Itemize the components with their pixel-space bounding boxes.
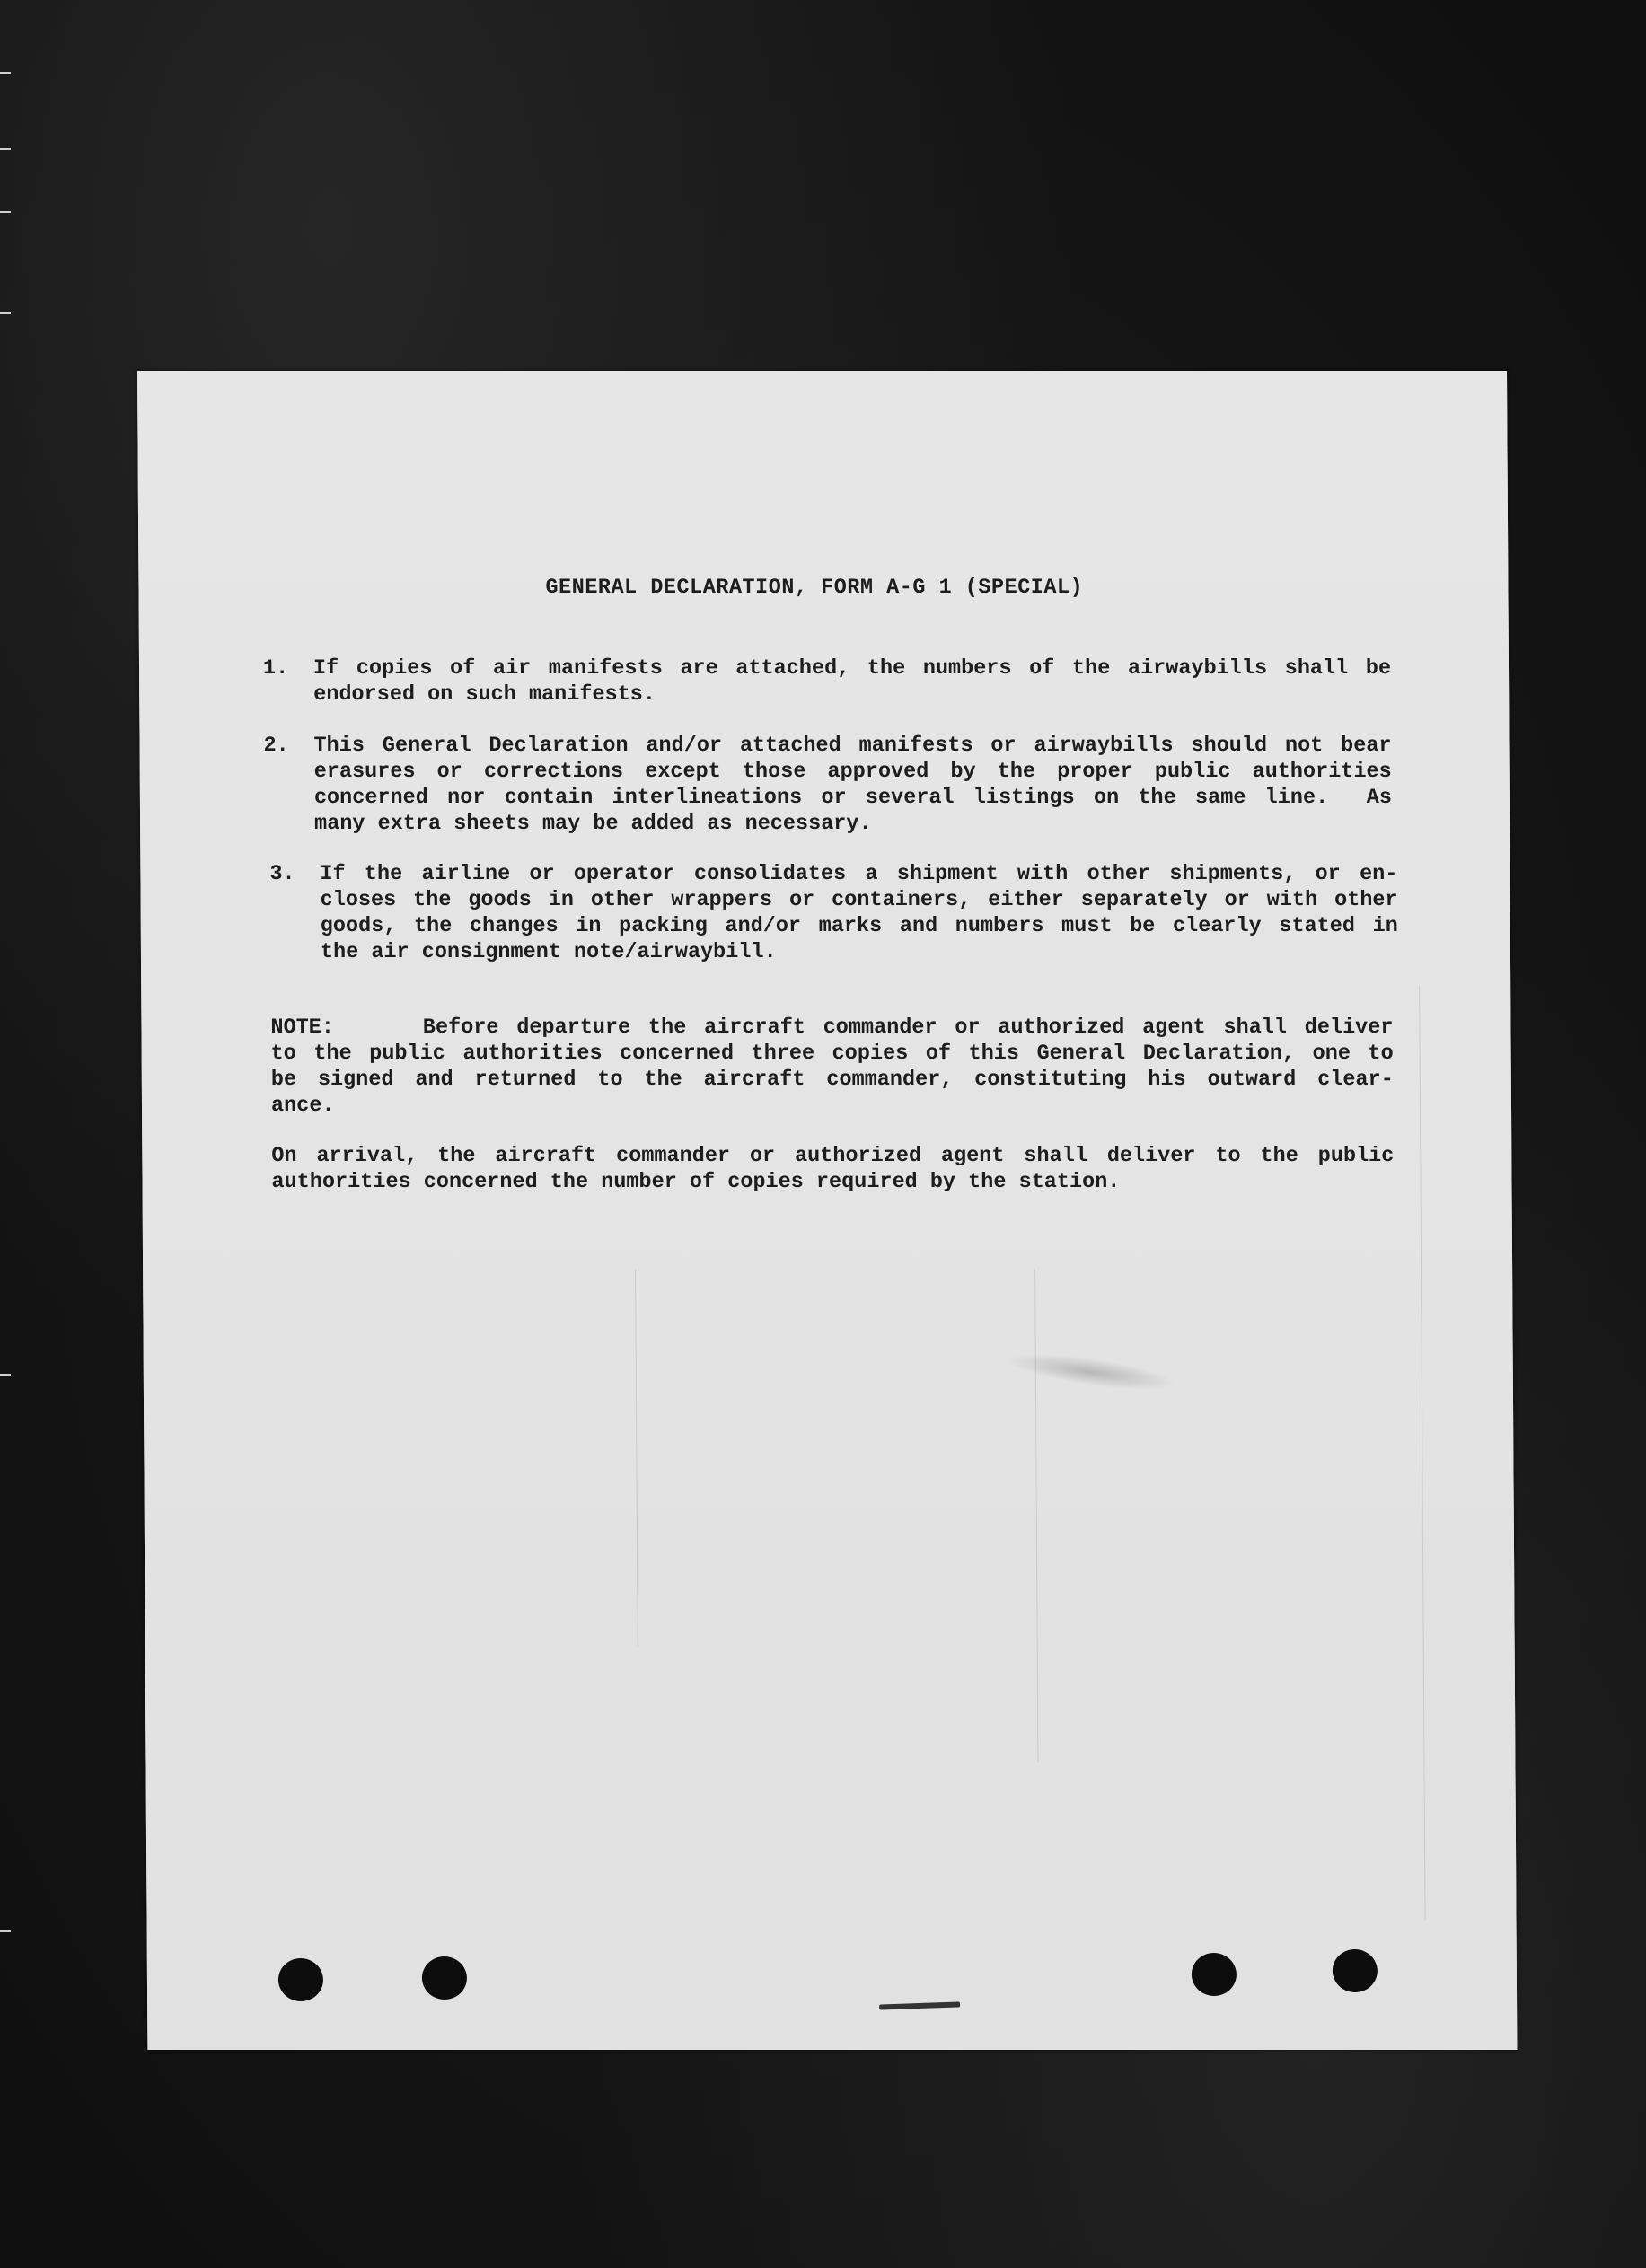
paper-crease <box>635 1269 638 1646</box>
item-text <box>313 655 1391 708</box>
film-edge-mark <box>0 1930 11 1932</box>
text-line: NOTE: Before departure the aircraft commander or authorized agent shall deliver <box>270 1015 1394 1040</box>
item-number: 3. <box>269 862 295 886</box>
text-line: to the public authorities concerned three copies of this General Declaration, one to <box>270 1042 1394 1066</box>
punch-hole <box>422 1956 467 2000</box>
punch-hole <box>1192 1953 1237 1996</box>
paper-crease <box>1419 986 1425 1920</box>
note-paragraph <box>270 1015 1394 1119</box>
paper-clip-mark <box>879 2001 960 2009</box>
punch-hole <box>1333 1949 1378 1992</box>
text-line: many extra sheets may be added as necessary. <box>313 812 872 836</box>
text-line: endorsed on such manifests. <box>313 682 656 707</box>
text-line: If the airline or operator consolidates a shipment with other shipments, or en- <box>320 862 1398 886</box>
text-line: the air consignment note/airwaybill. <box>320 940 777 964</box>
item-number: 1. <box>262 656 289 681</box>
film-edge-mark <box>0 312 11 314</box>
text-line: If copies of air manifests are attached, the numbers of the airwaybills shall be <box>312 656 1392 681</box>
page-title: GENERAL DECLARATION, FORM A-G 1 (SPECIAL) <box>545 576 1084 600</box>
text-line: goods, the changes in packing and/or marks and numbers must be clearly stated in <box>320 914 1398 938</box>
item-text <box>313 733 1392 837</box>
text-line: erasures or corrections except those approved by the proper public authorities <box>313 760 1392 784</box>
film-edge-mark <box>0 1374 11 1376</box>
film-edge-mark <box>0 72 11 74</box>
item-number: 2. <box>263 734 289 758</box>
punch-hole <box>278 1958 323 2001</box>
text-line: authorities concerned the number of copies required by the station. <box>271 1170 1121 1194</box>
text-line: ance. <box>270 1094 335 1118</box>
film-edge-mark <box>0 211 11 213</box>
text-line: concerned nor contain interlineations or several listings on the same line. As <box>313 786 1392 810</box>
text-line: be signed and returned to the aircraft commander, constituting his outward clear- <box>270 1068 1394 1092</box>
text-line: On arrival, the aircraft commander or authorized agent shall deliver to the public <box>271 1144 1395 1168</box>
text-line: This General Declaration and/or attached manifests or airwaybills should not bear <box>313 734 1392 758</box>
arrival-paragraph <box>271 1143 1394 1195</box>
film-edge-mark <box>0 148 11 150</box>
ink-smudge <box>1005 1347 1177 1397</box>
paper-crease <box>1034 1269 1038 1763</box>
item-text <box>320 861 1398 965</box>
document-page <box>137 371 1517 2050</box>
text-line: closes the goods in other wrappers or containers, either separately or with other <box>320 888 1398 912</box>
